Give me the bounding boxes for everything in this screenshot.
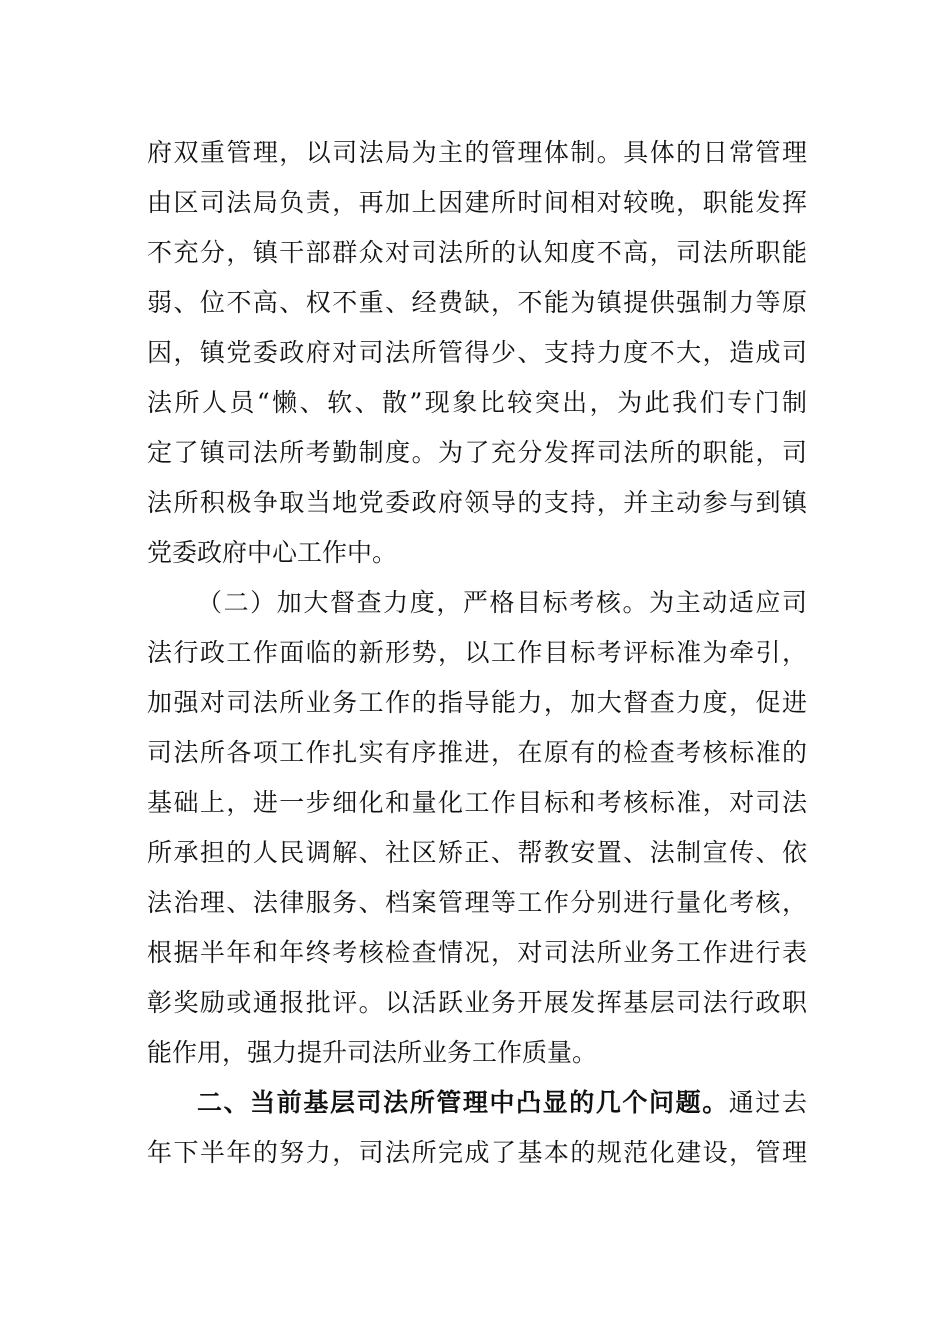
paragraph-1 <box>147 128 807 578</box>
text-line: 年下半年的努力，司法所完成了基本的规范化建设，管理 <box>147 1138 807 1167</box>
text-line: 府双重管理，以司法局为主的管理体制。具体的日常管理 <box>147 138 807 167</box>
text-line: 法治理、法律服务、档案管理等工作分别进行量化考核， <box>147 888 807 917</box>
text-line: 因，镇党委政府对司法所管得少、支持力度不大，造成司 <box>147 338 807 367</box>
text-line <box>147 1078 807 1128</box>
text-line: 根据半年和年终考核检查情况，对司法所业务工作进行表 <box>147 938 807 967</box>
text-line: 基础上，进一步细化和量化工作目标和考核标准，对司法 <box>147 788 807 817</box>
text-line: 司法所各项工作扎实有序推进，在原有的检查考核标准的 <box>147 738 807 767</box>
text-line: 弱、位不高、权不重、经费缺，不能为镇提供强制力等原 <box>147 288 807 317</box>
text-line: 不充分，镇干部群众对司法所的认知度不高，司法所职能 <box>147 238 807 267</box>
text-line: 彰奖励或通报批评。以活跃业务开展发挥基层司法行政职 <box>147 988 807 1017</box>
text-line: 所承担的人民调解、社区矫正、帮教安置、法制宣传、依 <box>147 838 807 867</box>
heading-continuation: 通过去 <box>728 1088 807 1117</box>
text-line: （二）加大督查力度，严格目标考核。为主动适应司 <box>197 588 807 617</box>
text-line: 由区司法局负责，再加上因建所时间相对较晚，职能发挥 <box>147 188 807 217</box>
section-heading: 二、当前基层司法所管理中凸显的几个问题。 <box>197 1088 729 1117</box>
text-line: 加强对司法所业务工作的指导能力，加大督查力度，促进 <box>147 688 807 717</box>
paragraph-2 <box>147 578 807 1078</box>
text-line: 定了镇司法所考勤制度。为了充分发挥司法所的职能，司 <box>147 438 807 467</box>
text-line: 法行政工作面临的新形势，以工作目标考评标准为牵引， <box>147 638 807 667</box>
text-line: 能作用，强力提升司法所业务工作质量。 <box>147 1038 598 1067</box>
text-line: 法所积极争取当地党委政府领导的支持，并主动参与到镇 <box>147 488 807 517</box>
paragraph-3 <box>147 1078 807 1178</box>
text-line: 法所人员“懒、软、散”现象比较突出，为此我们专门制 <box>147 388 807 417</box>
text-line: 党委政府中心工作中。 <box>147 538 398 567</box>
